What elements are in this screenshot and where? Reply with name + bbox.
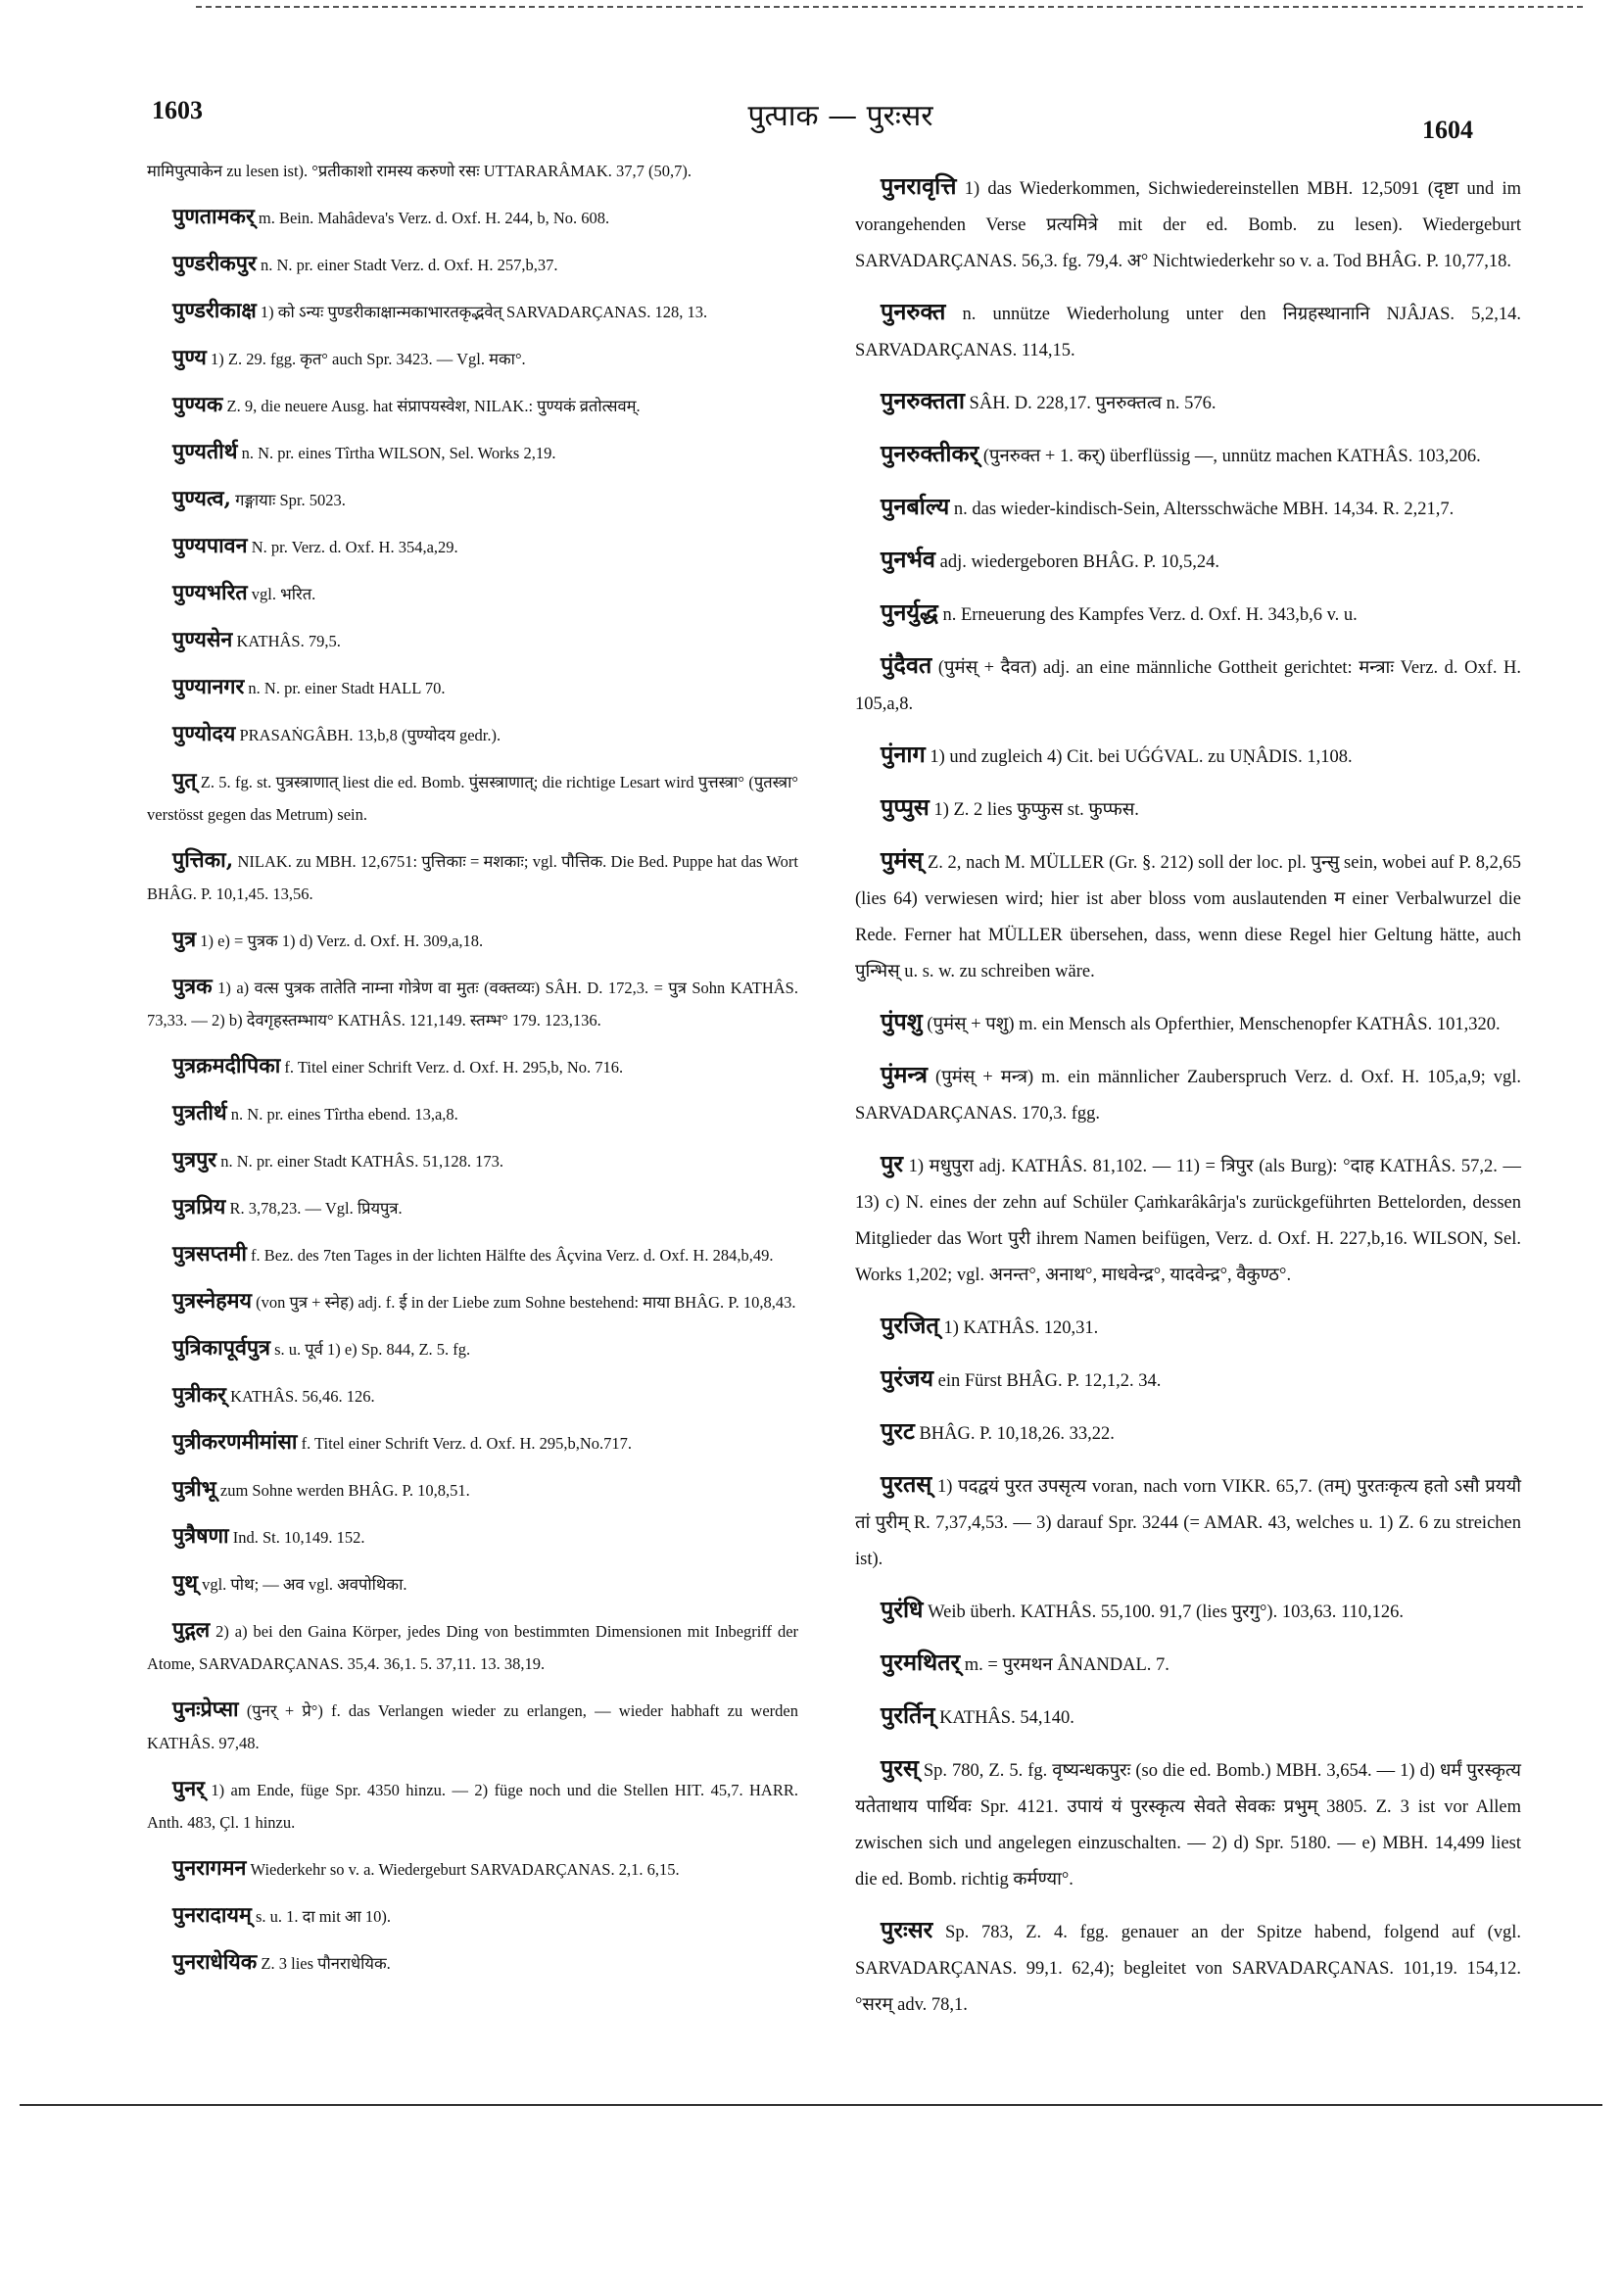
dictionary-entry (855, 842, 1521, 990)
entry-text: n. Erneuerung des Kampfes Verz. d. Oxf. H. 343,b,6 v. u. (942, 605, 1358, 625)
entry-headword: पुणतामकर् (172, 205, 255, 229)
page-number-right: 1604 (1422, 116, 1473, 144)
entry-headword: पुरर्तिन् (881, 1701, 935, 1729)
dictionary-entry (855, 1912, 1521, 2024)
entry-text: zum Sohne werden BHÂG. P. 10,8,51. (219, 1481, 470, 1500)
entry-text: KATHÂS. 54,140. (939, 1708, 1074, 1728)
entry-text: R. 3,78,23. — Vgl. प्रियपुत्र. (229, 1199, 403, 1218)
entry-text: f. Titel einer Schrift Verz. d. Oxf. H. 295,b, No. 716. (284, 1058, 624, 1076)
entry-text: n. das wieder-kindisch-Sein, Altersschwäche MBH. 14,34. R. 2,21,7. (953, 500, 1455, 519)
entry-text: 1) das Wiederkommen, Sichwiedereinstellen MBH. 12,5091 (दृष्टा und im vorangehenden Verse प्रत्यमित्रे mit der ed. Bomb. zu lesen). Wiedergeburt SARVADARÇANAS. 56,3. fg. 79,4. अ° Nichtwiederkehr so v. a. Tod BHÂG. P. 10,77,18. (855, 179, 1522, 271)
dictionary-entry (147, 1694, 798, 1759)
entry-text: vgl. भरित. (251, 585, 316, 603)
entry-text: f. Titel einer Schrift Verz. d. Oxf. H. 295,b,No.717. (301, 1434, 633, 1453)
dictionary-entry (855, 1698, 1521, 1737)
entry-headword: पुत्रपुर (172, 1148, 217, 1172)
entry-headword: पुत्र (172, 928, 197, 952)
entry-text: n. N. pr. einer Stadt HALL 70. (248, 679, 446, 697)
dictionary-entry (147, 624, 798, 657)
entry-headword: पुण्योदय (172, 722, 236, 746)
dictionary-entry (147, 1050, 798, 1083)
dictionary-entry (147, 1426, 798, 1459)
entry-text: KATHÂS. 79,5. (236, 632, 341, 650)
entry-text: (पुमंस् + दैवत) adj. an eine männliche Gottheit gerichtet: मन्त्राः Verz. d. Oxf. H. 105,a,8. (855, 658, 1521, 714)
dictionary-entry (147, 483, 798, 516)
entry-headword: पुत् (172, 769, 197, 793)
entry-headword: पुनर्भव (881, 546, 935, 573)
entry-headword: पुरंजय (881, 1364, 934, 1392)
dictionary-entry (147, 1379, 798, 1412)
dictionary-entry (147, 718, 798, 751)
dictionary-entry (855, 1645, 1521, 1684)
entry-headword: पुण्यक (172, 393, 223, 417)
entry-text: SÂH. D. 228,17. पुनरुक्तत्व n. 576. (969, 394, 1216, 413)
dictionary-entry (147, 671, 798, 704)
entry-headword: पुंदैवत (881, 651, 932, 679)
entry-headword: पुण्यसेन (172, 628, 233, 652)
entry-text: n. N. pr. eines Tîrtha WILSON, Sel. Works 2,19. (241, 444, 556, 462)
entry-text: n. unnütze Wiederholung unter den निग्रहस्थानानि NJÂJAS. 5,2,14. SARVADARÇANAS. 114,15. (855, 305, 1521, 360)
dictionary-entry (147, 530, 798, 563)
dictionary-entry (855, 294, 1521, 369)
entry-headword: पुनर् (172, 1777, 205, 1801)
dictionary-entry (855, 1361, 1521, 1400)
bottom-rule (20, 2104, 1602, 2106)
dictionary-entry (147, 1899, 798, 1933)
entry-text: (पुमंस् + पशु) m. ein Mensch als Opferthier, Menschenopfer KATHÂS. 101,320. (927, 1015, 1501, 1034)
entry-text: 1) Z. 2 lies फुप्फुस st. फुप्फस. (933, 800, 1139, 820)
dictionary-entry (147, 342, 798, 375)
entry-headword: पुण्डरीकपुर (172, 252, 257, 276)
entry-headword: पुत्रैषणा (172, 1524, 229, 1549)
entry-headword: पुनरुक्त (881, 298, 946, 325)
entry-headword: पुण्य (172, 346, 207, 370)
entry-headword: पुनरादायम् (172, 1903, 252, 1928)
entry-text: Wiederkehr so v. a. Wiedergeburt SARVADARÇANAS. 2,1. 6,15. (250, 1860, 680, 1879)
entry-text: 1) मधुपुरा adj. KATHÂS. 81,102. — 11) = त्रिपुर (als Burg): °दाह KATHÂS. 57,2. — 13) c) N. eines der zehn auf Schüler Çaṁkarâkârja's zurückgeführten Bettelorden, dessen Mitglieder das Wort पुरी ihrem Namen beifügen, Verz. d. Oxf. H. 227,b,16. WILSON, Sel. Works 1,202; vgl. अनन्त°, अनाथ°, माधवेन्द्र°, यादवेन्द्र°, वैकुण्ठ°. (855, 1157, 1521, 1285)
entry-text: मामिपुत्पाकेन zu lesen ist). °प्रतीकाशो रामस्य करुणो रसः UTTARARÂMAK. 37,7 (50,7). (147, 162, 692, 180)
dictionary-entry (147, 765, 798, 831)
dictionary-entry (855, 1308, 1521, 1347)
entry-headword: पुरतस् (881, 1470, 932, 1498)
dictionary-entry (855, 1466, 1521, 1578)
entry-headword: पुण्डरीकाक्ष (172, 299, 257, 323)
dictionary-entry (147, 844, 798, 910)
entry-text: m. Bein. Mahâdeva's Verz. d. Oxf. H. 244, b, No. 608. (258, 209, 610, 227)
entry-headword: पुनःप्रेप्सा (172, 1698, 239, 1722)
dictionary-entry (147, 1285, 798, 1318)
entry-text: 1) Z. 29. fgg. कृत° auch Spr. 3423. — Vgl. मका°. (211, 350, 526, 368)
entry-headword: पुत्रसप्तमी (172, 1242, 247, 1267)
entry-headword: पुत्रक्रमदीपिका (172, 1054, 281, 1078)
entry-headword: पुत्रीकरणमीमांसा (172, 1430, 298, 1455)
dictionary-entry (147, 295, 798, 328)
dictionary-entry (855, 489, 1521, 528)
entry-headword: पुण्यतीर्थ (172, 440, 238, 464)
entry-headword: पुण्यानगर (172, 675, 245, 699)
left-column (147, 155, 798, 1993)
entry-text: 1) am Ende, füge Spr. 4350 hinzu. — 2) füge noch und die Stellen HIT. 45,7. HARR. Anth. 483, Çl. 1 hinzu. (147, 1781, 798, 1832)
dictionary-entry (147, 436, 798, 469)
entry-text: ein Fürst BHÂG. P. 12,1,2. 34. (937, 1371, 1162, 1391)
entry-text: KATHÂS. 56,46. 126. (230, 1387, 375, 1406)
running-head: पुत्पाक — पुरःसर (747, 99, 933, 133)
dictionary-entry (147, 1567, 798, 1601)
dictionary-entry (855, 1146, 1521, 1294)
entry-headword: पुरंधि (881, 1596, 924, 1623)
entry-text: Weib überh. KATHÂS. 55,100. 91,7 (lies पुरगु°). 103,63. 110,126. (928, 1602, 1405, 1622)
dictionary-entry (147, 1144, 798, 1177)
entry-text: s. u. 1. दा mit आ 10). (255, 1907, 392, 1926)
entry-headword: पुप्पुस (881, 793, 930, 821)
entry-text: 1) e) = पुत्रक 1) d) Verz. d. Oxf. H. 309,a,18. (200, 932, 484, 950)
entry-headword: पुत्रीकर् (172, 1383, 226, 1408)
entry-text: f. Bez. des 7ten Tages in der lichten Hälfte des Âçvina Verz. d. Oxf. H. 284,b,49. (251, 1246, 774, 1265)
dictionary-entry (147, 1191, 798, 1224)
entry-text: Z. 9, die neuere Ausg. hat संप्रापयस्वेश, NILAK.: पुण्यकं व्रतोत्सवम्. (226, 397, 641, 415)
dictionary-entry (855, 1413, 1521, 1453)
entry-headword: पुत्रप्रिय (172, 1195, 226, 1220)
entry-headword: पुंनाग (881, 741, 926, 768)
dictionary-entry (147, 1520, 798, 1554)
entry-headword: पुरस् (881, 1754, 919, 1782)
entry-headword: पुंपशु (881, 1008, 923, 1035)
entry-text: गङ्गायाः Spr. 5023. (235, 491, 346, 509)
entry-text: N. pr. Verz. d. Oxf. H. 354,a,29. (251, 538, 458, 556)
dictionary-entry (855, 1057, 1521, 1132)
entry-text: 2) a) bei den Gaina Körper, jedes Ding von bestimmten Dimensionen mit Inbegriff der Atome, SARVADARÇANAS. 35,4. 36,1. 5. 37,11. 13. 38,19. (147, 1622, 799, 1673)
entry-text: adj. wiedergeboren BHÂG. P. 10,5,24. (939, 552, 1219, 572)
entry-text: PRASAṄGÂBH. 13,b,8 (पुण्योदय gedr.). (239, 726, 501, 744)
entry-text: BHÂG. P. 10,18,26. 33,22. (919, 1424, 1115, 1444)
entry-text: (पुनरुक्त + 1. कर्) überflüssig —, unnütz machen KATHÂS. 103,206. (982, 447, 1481, 466)
right-column (855, 168, 1521, 2037)
entry-text: 1) को ऽन्यः पुण्डरीकाक्षान्मकाभारतकृद्भवेत् SARVADARÇANAS. 128, 13. (260, 303, 708, 321)
entry-headword: पुथ् (172, 1571, 198, 1596)
dictionary-entry (147, 577, 798, 610)
entry-headword: पुत्रस्नेहमय (172, 1289, 252, 1314)
dictionary-entry (147, 1332, 798, 1365)
dictionary-entry (855, 168, 1521, 280)
entry-headword: पुरःसर (881, 1916, 933, 1943)
entry-text: (von पुत्र + स्नेह) adj. f. ई in der Liebe zum Sohne bestehend: माया BHÂG. P. 10,8,43. (256, 1293, 796, 1312)
entry-text: 1) und zugleich 4) Cit. bei UǴǴVAL. zu UṆÂDIS. 1,108. (930, 747, 1353, 767)
dictionary-entry (147, 1473, 798, 1507)
dictionary-entry (855, 542, 1521, 581)
entry-text: 1) KATHÂS. 120,31. (943, 1318, 1099, 1338)
entry-text: n. N. pr. eines Tîrtha ebend. 13,a,8. (230, 1105, 458, 1124)
entry-headword: पुद्गल (172, 1618, 211, 1643)
entry-headword: पुत्रक (172, 975, 213, 999)
entry-text: NILAK. zu MBH. 12,6751: पुत्तिकाः = मशकाः; vgl. पौत्तिक. Die Bed. Puppe hat das Wort BHÂG. P. 10,1,45. 13,56. (147, 852, 798, 903)
entry-headword: पुनरुक्तीकर् (881, 440, 979, 467)
entry-headword: पुनर्बाल्य (881, 493, 950, 520)
entry-text: n. N. pr. einer Stadt Verz. d. Oxf. H. 257,b,37. (260, 256, 558, 274)
entry-headword: पुर (881, 1150, 903, 1177)
dictionary-entry (147, 924, 798, 957)
dictionary-entry (855, 383, 1521, 422)
dictionary-entry (147, 1773, 798, 1839)
entry-headword: पुमंस् (881, 846, 924, 874)
dictionary-entry (147, 201, 798, 234)
dictionary-entry (147, 155, 798, 187)
entry-text: Ind. St. 10,149. 152. (232, 1528, 365, 1547)
entry-headword: पुनर्युद्ध (881, 598, 938, 626)
entry-headword: पुरमथितर् (881, 1649, 961, 1676)
entry-headword: पुंमन्त्र (881, 1061, 929, 1088)
entry-text: m. = पुरमथन ÂNANDAL. 7. (964, 1655, 1169, 1675)
dictionary-entry (855, 737, 1521, 776)
dictionary-entry (147, 971, 798, 1036)
page-number-left: 1603 (152, 96, 203, 124)
entry-text: Sp. 783, Z. 4. fgg. genauer an der Spitze habend, folgend auf (vgl. SARVADARÇANAS. 99,1. 62,4); begleitet von SARVADARÇANAS. 101,19. 154,12. °सरम् adv. 78,1. (855, 1923, 1521, 2015)
entry-text: Sp. 780, Z. 5. fg. वृष्यन्धकपुरः (so die ed. Bomb.) MBH. 3,654. — 1) d) धर्मं पुरस्कृत्य यतेताथाय पार्थिवः Spr. 4121. उपायं यं पुरस्कृत्य सेवते सेवकः प्रभुम् 3805. Z. 3 ist vor Allem zwischen sich und angelegen einzuschalten. — 2) d) Spr. 5180. — e) MBH. 14,499 liest die ed. Bomb. richtig कर्मण्या°. (855, 1761, 1521, 1889)
entry-text: s. u. पूर्व 1) e) Sp. 844, Z. 5. fg. (274, 1340, 471, 1359)
dictionary-entry (147, 248, 798, 281)
entry-headword: पुण्यभरित (172, 581, 248, 605)
dictionary-entry (855, 647, 1521, 723)
entry-headword: पुत्रतीर्थ (172, 1101, 227, 1125)
entry-headword: पुत्तिका, (172, 848, 234, 873)
entry-text: Z. 2, nach M. MÜLLER (Gr. §. 212) soll der loc. pl. पुन्सु sein, wobei auf P. 8,2,65 (lies 64) verwiesen wird; hier ist aber bloss vom auslautenden म einer Verbalwurzel die Rede. Ferner hat MÜLLER übersehen, dass, wenn diese Regel hier Geltung hätte, auch पुन्भिस् u. s. w. zu schreiben wäre. (855, 853, 1522, 981)
dictionary-entry (855, 1750, 1521, 1898)
dictionary-entry (855, 789, 1521, 829)
dictionary-entry (147, 1097, 798, 1130)
dictionary-entry (855, 1004, 1521, 1043)
entry-text: vgl. पोथ; — अव vgl. अवपोथिका. (202, 1575, 407, 1594)
entry-headword: पुनराधेयिक (172, 1950, 258, 1975)
entry-headword: पुनरागमन (172, 1856, 247, 1881)
entry-text: n. N. pr. einer Stadt KATHÂS. 51,128. 173. (220, 1152, 503, 1171)
entry-headword: पुत्रीभू (172, 1477, 216, 1502)
dictionary-entry (147, 1852, 798, 1886)
entry-headword: पुत्रिकापूर्वपुत्र (172, 1336, 270, 1361)
entry-text: Z. 3 lies पौनराधेयिक. (261, 1954, 391, 1973)
entry-headword: पुण्यत्व, (172, 487, 232, 511)
dictionary-entry (147, 1238, 798, 1271)
entry-headword: पुरजित् (881, 1312, 939, 1339)
entry-text: Z. 5. fg. st. पुत्रस्त्राणात् liest die ed. Bomb. पुंसस्त्राणात्; die richtige Lesart wird पुत्तस्त्रा° (पुतस्त्रा° verstösst gegen das Metrum) sein. (147, 773, 799, 824)
dictionary-entry (147, 1614, 798, 1680)
entry-text: 1) a) वत्स पुत्रक तातेति नाम्ना गोत्रेण वा मुतः (वक्तव्यः) SÂH. D. 172,3. = पुत्र Sohn KATHÂS. 73,33. — 2) b) देवगृहस्तम्भाय° KATHÂS. 121,149. स्तम्भ° 179. 123,136. (147, 979, 798, 1029)
dictionary-entry (147, 1946, 798, 1980)
entry-headword: पुरट (881, 1417, 915, 1445)
entry-text: (पुमंस् + मन्त्र) m. ein männlicher Zauberspruch Verz. d. Oxf. H. 105,a,9; vgl. SARVADARÇANAS. 170,3. fgg. (855, 1068, 1522, 1124)
dictionary-entry (855, 595, 1521, 634)
dictionary-entry (147, 389, 798, 422)
entry-headword: पुण्यपावन (172, 534, 248, 558)
dictionary-entry (855, 1592, 1521, 1631)
top-rule (196, 6, 1583, 8)
entry-headword: पुनरुक्तता (881, 387, 965, 414)
entry-headword: पुनरावृत्ति (881, 172, 957, 200)
dictionary-entry (855, 436, 1521, 475)
entry-text: (पुनर् + प्रे°) f. das Verlangen wieder zu erlangen, — wieder habhaft zu werden KATHÂS. 97,48. (147, 1701, 798, 1752)
entry-text: 1) पदद्वयं पुरत उपसृत्य voran, nach vorn VIKR. 65,7. (तम्) पुरतःकृत्य हतो ऽसौ प्रययौ तां पुरीम् R. 7,37,4,53. — 3) darauf Spr. 3244 (= AMAR. 43, welches u. 1) Z. 6 zu streichen ist). (855, 1477, 1521, 1569)
